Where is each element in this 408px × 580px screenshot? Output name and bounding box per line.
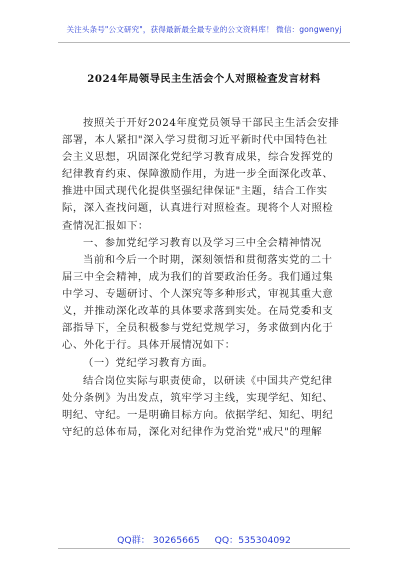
qq-group-text: QQ群： 30265665: [117, 535, 200, 546]
text-line: 处分条例》为出发点，筑牢学习主线，实现学纪、知纪、: [62, 392, 334, 405]
paragraph-intro: [62, 115, 348, 235]
heading-line: 一、参加党纪学习教育以及学习三中全会精神情况: [83, 237, 322, 249]
text-line: 心、外化于行。具体开展情况如下：: [62, 339, 236, 352]
text-line: 际，深入查找问题，认真进行对照检查。现将个人对照检: [62, 202, 334, 215]
text-line: 纪律教育约束、保障激励作用，为进一步全面深化改革、: [62, 168, 334, 181]
text-line: 当前和今后一个时期，深刻领悟和贯彻落实党的二十: [83, 254, 333, 266]
paragraph-discipline: [62, 373, 348, 441]
paragraph-study: [62, 252, 348, 355]
text-line: 部指导下，全员积极参与党纪党规学习，务求做到内化于: [62, 322, 334, 335]
footer-divider: [58, 548, 350, 549]
text-line: 部署，本人紧扣"深入学习贯彻习近平新时代中国特色社: [62, 134, 328, 147]
text-line: 守纪的总体布局，深化对纪律作为党治党"戒尺"的理解: [62, 426, 323, 439]
document-title: 2024年局领导民主生活会个人对照检查发言材料: [87, 73, 321, 85]
text-line: 查情况汇报如下：: [62, 219, 149, 232]
section-heading: [62, 235, 348, 252]
header-divider: [58, 42, 350, 43]
header-banner: 关注头条号"公文研究"，获得最新最全最专业的公文资料库！ 微信：gongwenyj: [66, 25, 342, 34]
text-line: 推进中国式现代化提供坚强纪律保证"主题，结合工作实: [62, 185, 328, 198]
heading-line: （一）党纪学习教育方面。: [83, 357, 214, 369]
text-line: 义，并推动深化改革的具体要求落到实处。在局党委和支: [62, 305, 334, 318]
footer-contact: [0, 532, 408, 546]
subsection-heading: [62, 355, 348, 372]
text-line: 按照关于开好2024年度党员领导干部民主生活会安排: [83, 117, 340, 129]
text-line: 明纪、守纪。一是明确目标方向。依据学纪、知纪、明纪: [62, 409, 334, 422]
qq-number-text: QQ：535304092: [214, 535, 291, 546]
text-line: 届三中全会精神，成为我们的首要政治任务。我们通过集: [62, 271, 334, 284]
text-line: 中学习、专题研讨、个人深究等多种形式，审视其重大意: [62, 288, 334, 301]
text-line: 会主义思想，巩固深化党纪学习教育成果，综合发挥党的: [62, 151, 334, 164]
text-line: 结合岗位实际与职责使命，以研读《中国共产党纪律: [83, 375, 333, 387]
